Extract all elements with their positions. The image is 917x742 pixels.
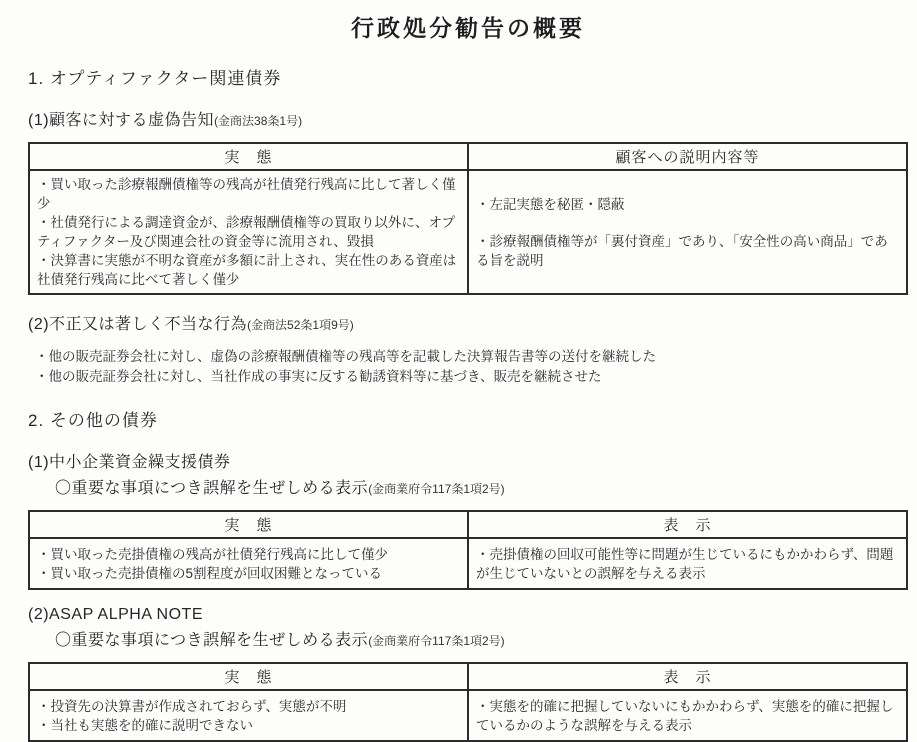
table-row — [29, 690, 907, 741]
list-item: ・決算書に実態が不明な資産が多額に計上され、実在性のある資産は社債発行残高に比べて著しく僅少 — [37, 253, 457, 287]
section-2-1-heading: (1)中小企業資金繰支援債券 — [28, 454, 231, 471]
list-item: ・売掛債権の回収可能性等に問題が生じているにもかかわらず、問題が生じていないとの誤解を与える表示 — [476, 546, 894, 581]
section-1-1-heading — [28, 107, 908, 130]
false-notification-table — [28, 142, 908, 295]
column-header-representation: 表 示 — [468, 663, 907, 690]
section-1-2-title: (2)不正又は著しく不当な行為 — [28, 316, 248, 333]
section-2-1-subheading — [55, 475, 908, 498]
section-2-2-subheading — [55, 627, 908, 650]
customer-explanation-cell — [468, 170, 907, 294]
list-item: ・当社も実態を的確に説明できない — [37, 717, 253, 733]
list-item: ・買い取った売掛債権の5割程度が回収困難となっている — [37, 565, 383, 581]
section-1-1-law-reference: (金商法38条1号) — [214, 114, 303, 128]
asap-alpha-note-table — [28, 662, 908, 742]
column-header-customer-explanation: 顧客への説明内容等 — [468, 143, 907, 170]
section-2-2-subtitle: 〇重要な事項につき誤解を生ぜしめる表示 — [55, 632, 369, 649]
list-item: ・診療報酬債権等が「裏付資産」であり、「安全性の高い商品」である旨を説明 — [476, 233, 888, 268]
section-1-2-law-reference: (金商法52条1項9号) — [247, 318, 354, 332]
list-item: ・実態を的確に把握していないにもかかわらず、実態を的確に把握しているかのような誤解を与える表示 — [476, 698, 894, 733]
list-item: ・社債発行による調達資金が、診療報酬債権等の買取り以外に、オプティファクター及び関連会社の資金等に流用され、毀損 — [37, 215, 456, 249]
column-header-actual-state: 実 態 — [29, 143, 468, 170]
actual-state-cell — [29, 538, 468, 589]
representation-cell — [468, 538, 907, 589]
section-1-1-title: (1)顧客に対する虚偽告知 — [28, 112, 215, 129]
column-header-representation: 表 示 — [468, 511, 907, 538]
list-item: ・他の販売証券会社に対し、当社作成の事実に反する勧誘資料等に基づき、販売を継続させた — [35, 369, 602, 384]
section-2-2-law-reference: (金商業府令117条1項2号) — [368, 634, 505, 648]
section-2-1-subtitle: 〇重要な事項につき誤解を生ぜしめる表示 — [55, 480, 369, 497]
list-item: ・左記実態を秘匿・隠蔽 — [476, 196, 625, 212]
table-row — [29, 538, 907, 589]
table-row — [29, 170, 907, 294]
section-2-heading: 2. その他の債券 — [28, 411, 158, 430]
table-header-row — [29, 511, 907, 538]
sme-funding-bond-table — [28, 510, 908, 590]
section-1-2-heading — [28, 311, 908, 334]
section-1-heading: 1. オプティファクター関連債券 — [28, 69, 282, 88]
section-2-1-law-reference: (金商業府令117条1項2号) — [368, 482, 505, 496]
section-1-2-bullet-list — [35, 347, 908, 387]
table-header-row — [29, 143, 907, 170]
actual-state-cell — [29, 170, 468, 294]
list-item: ・買い取った売掛債権の残高が社債発行残高に比して僅少 — [37, 546, 388, 562]
table-header-row — [29, 663, 907, 690]
list-item: ・買い取った診療報酬債権等の残高が社債発行残高に比して著しく僅少 — [37, 177, 456, 211]
list-item: ・投資先の決算書が作成されておらず、実態が不明 — [37, 698, 347, 714]
column-header-actual-state: 実 態 — [29, 511, 468, 538]
list-item: ・他の販売証券会社に対し、虚偽の診療報酬債権等の残高等を記載した決算報告書等の送付を継続した — [35, 349, 656, 364]
column-header-actual-state: 実 態 — [29, 663, 468, 690]
page-title: 行政処分勧告の概要 — [351, 15, 585, 41]
section-2-2-heading: (2)ASAP ALPHA NOTE — [28, 606, 203, 623]
actual-state-cell — [29, 690, 468, 741]
representation-cell — [468, 690, 907, 741]
